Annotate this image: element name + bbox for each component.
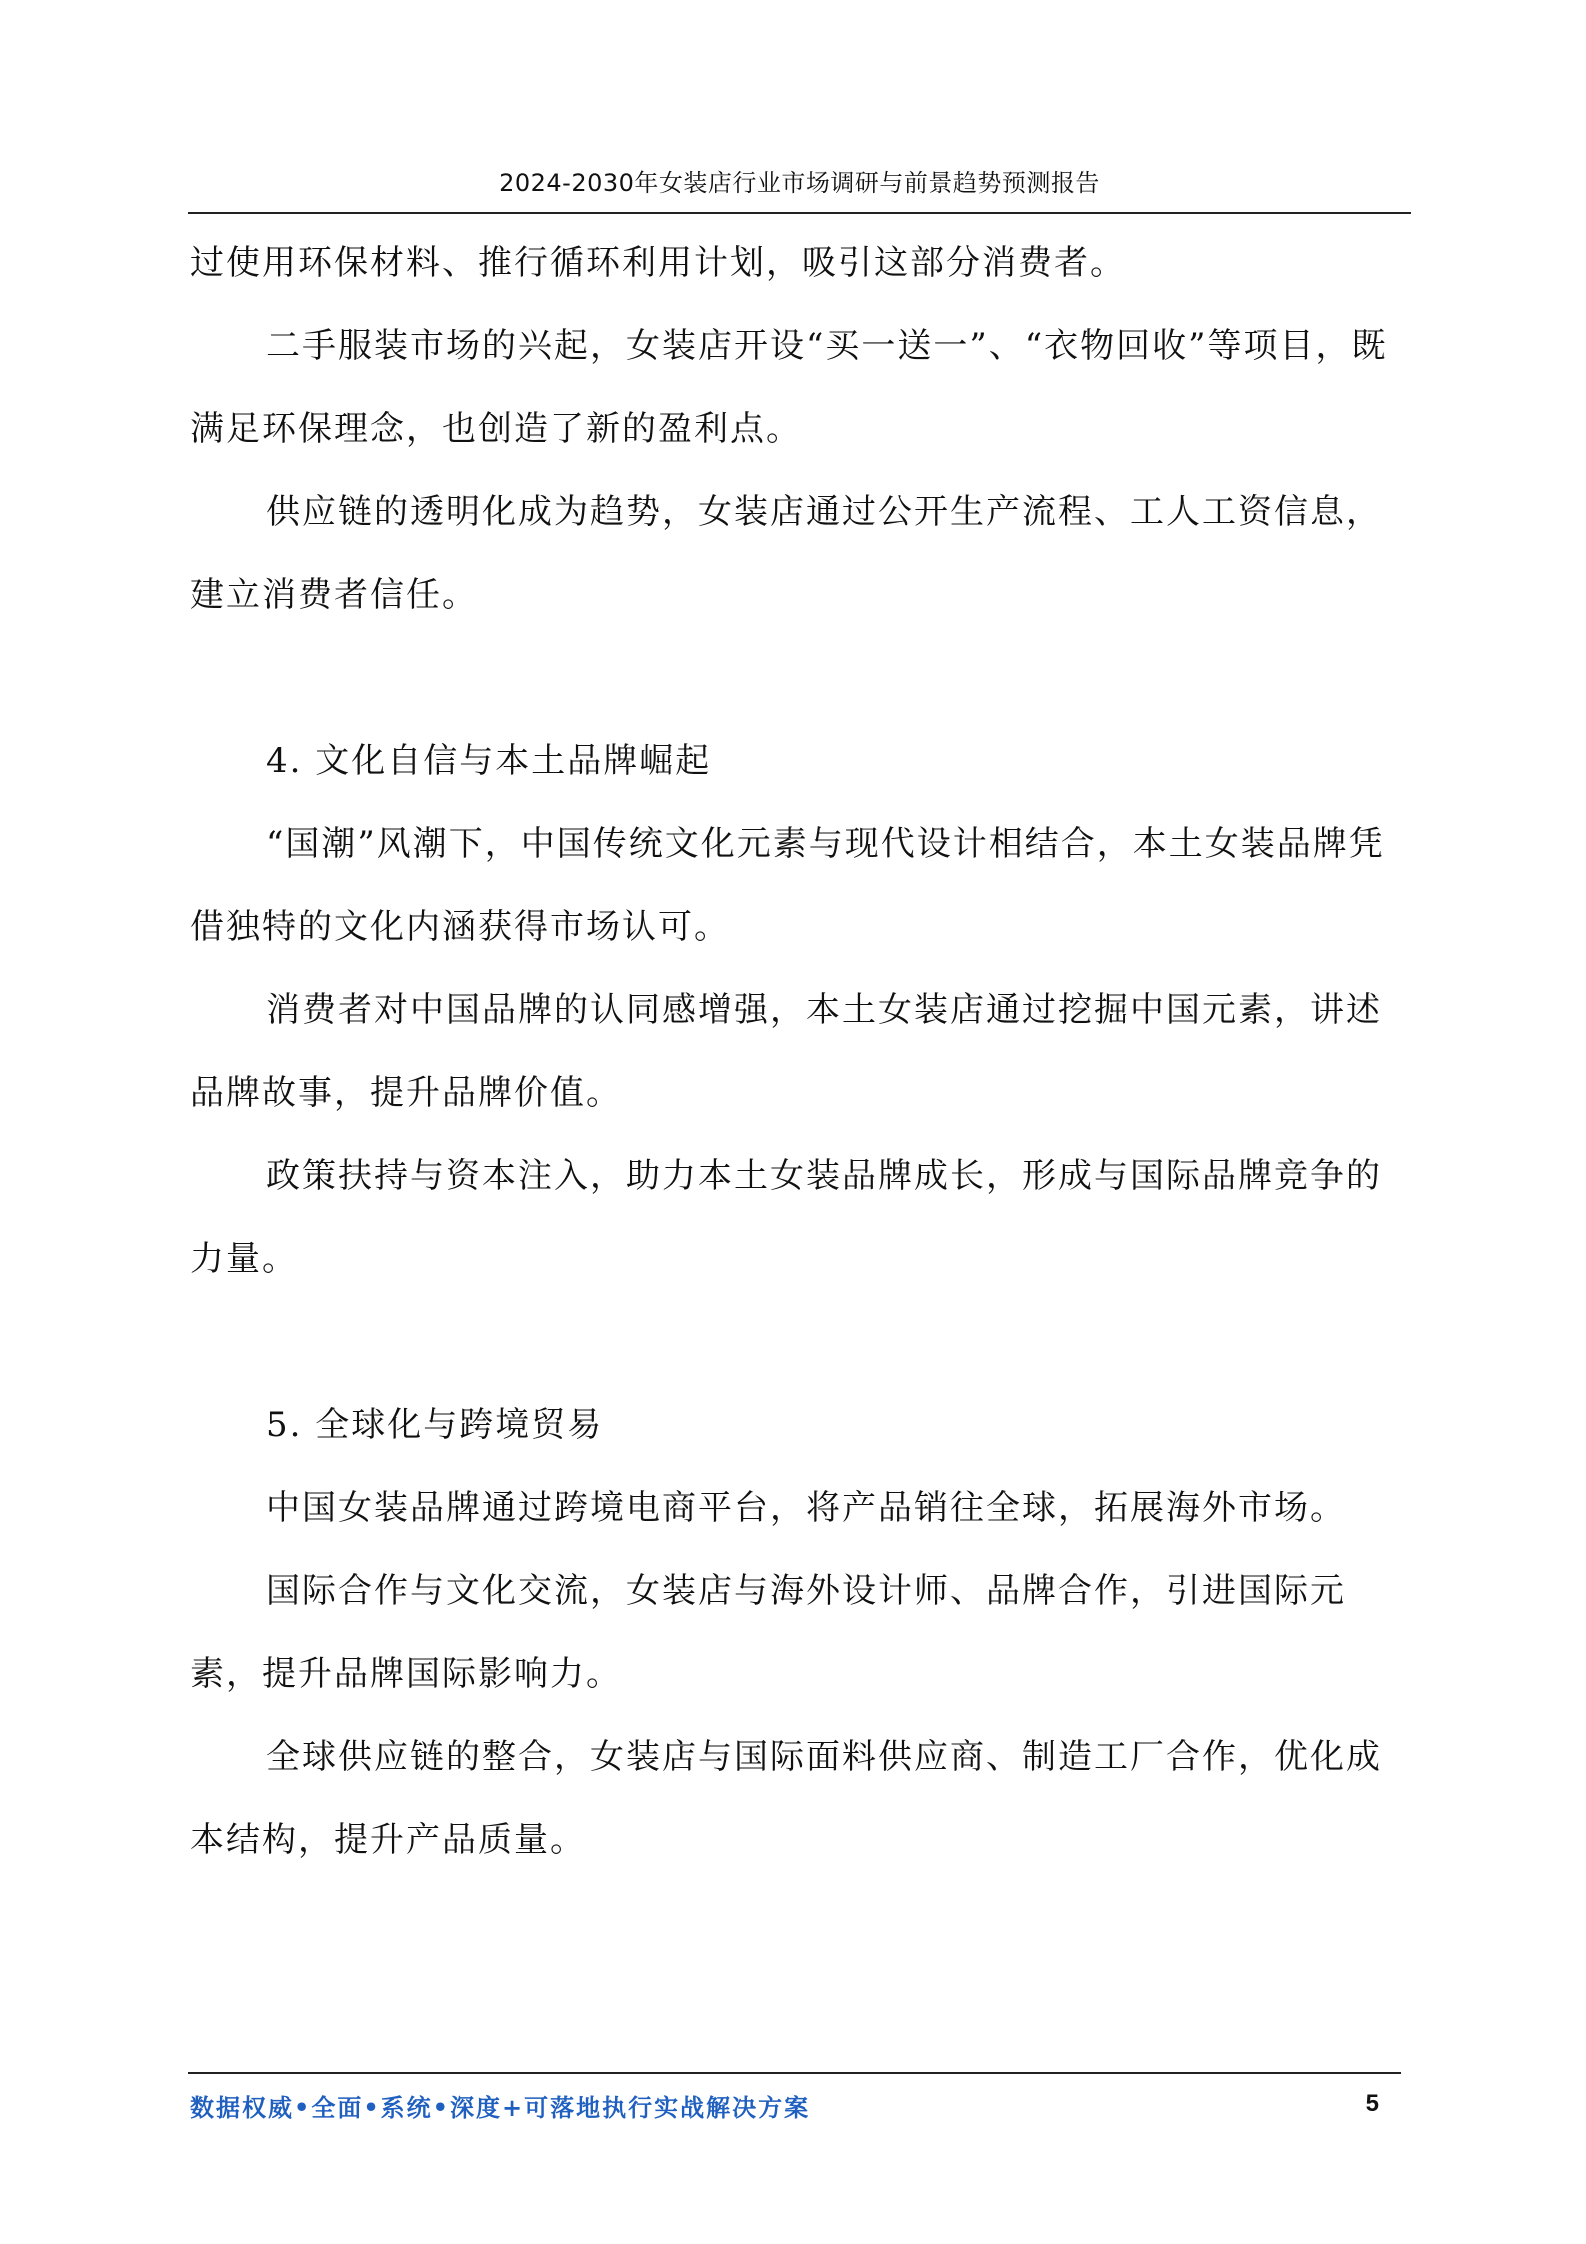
paragraph-guochao: “国潮”风潮下，中国传统文化元素与现代设计相结合，本土女装品牌凭借独特的文化内涵获得市场认可。 [190,824,1385,947]
paragraph-brand-identity: 消费者对中国品牌的认同感增强，本土女装店通过挖掘中国元素，讲述品牌故事，提升品牌价值。 [190,990,1382,1113]
page-number: 5 [1365,2090,1379,2117]
footer-slogan: 数据权威•全面•系统•深度+可落地执行实战解决方案 [190,2093,811,2122]
paragraph-international-cooperation: 国际合作与文化交流，女装店与海外设计师、品牌合作，引进国际元素，提升品牌国际影响力。 [190,1571,1346,1694]
paragraph-environmental-continued: 过使用环保材料、推行循环利用计划，吸引这部分消费者。 [190,243,1126,283]
section-heading-cultural-confidence: 4. 文化自信与本土品牌崛起 [266,741,712,781]
paragraph-second-hand-market: 二手服装市场的兴起，女装店开设“买一送一”、“衣物回收”等项目，既满足环保理念，也创造了新的盈利点。 [190,326,1388,449]
page-footer [188,2072,1401,2134]
paragraph-policy-support: 政策扶持与资本注入，助力本土女装品牌成长，形成与国际品牌竞争的力量。 [190,1156,1382,1279]
paragraph-cross-border-ecommerce: 中国女装品牌通过跨境电商平台，将产品销往全球，拓展海外市场。 [266,1488,1346,1528]
report-title: 2024-2030年女装店行业市场调研与前景趋势预测报告 [499,169,1100,197]
section-heading-globalization: 5. 全球化与跨境贸易 [266,1405,604,1445]
document-body [190,222,1395,1882]
paragraph-supply-chain-transparency: 供应链的透明化成为趋势，女装店通过公开生产流程、工人工资信息，建立消费者信任。 [190,492,1382,615]
section-gap [190,1301,1395,1384]
paragraph-global-supply-chain: 全球供应链的整合，女装店与国际面料供应商、制造工厂合作，优化成本结构，提升产品质量。 [190,1737,1382,1860]
page-header [188,166,1411,214]
section-gap [190,637,1395,720]
